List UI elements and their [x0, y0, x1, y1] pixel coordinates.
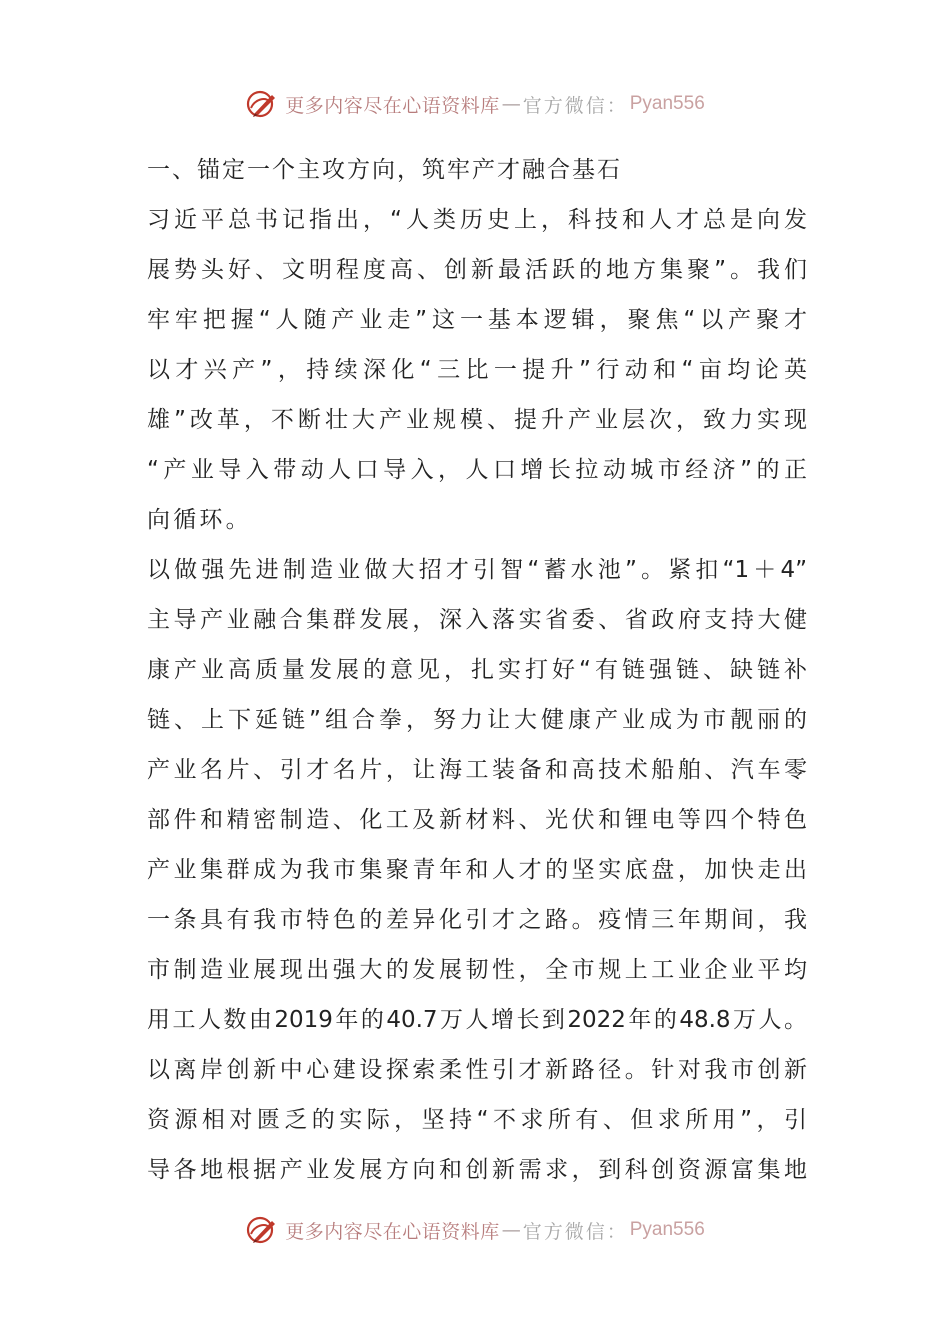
- paragraph-line: 市制造业展现出强大的发展韧性，全市规上工业企业平均: [147, 957, 807, 983]
- paragraph-line: 雄”改革，不断壮大产业规模、提升产业层次，致力实现: [147, 407, 807, 433]
- paragraph-line: 用工人数由2019年的40.7万人增长到2022年的48.8万人。: [147, 1007, 807, 1033]
- wechat-id: Pyan556: [629, 1219, 705, 1240]
- paragraph-line: “产业导入带动人口导入，人口增长拉动城市经济”的正: [147, 457, 807, 483]
- brand-name: 更多内容尽在心语资料库: [285, 94, 500, 117]
- paragraph-line: 产业集群成为我市集聚青年和人才的坚实底盘，加快走出: [147, 857, 807, 883]
- paragraph-line: 向循环。: [147, 507, 252, 533]
- footer-watermark-banner: [0, 1210, 950, 1250]
- paragraph-line: 产业名片、引才名片，让海工装备和高技术船舶、汽车零: [147, 757, 807, 783]
- paragraph-line: 导各地根据产业发展方向和创新需求，到科创资源富集地: [147, 1157, 807, 1183]
- paragraph-line: 链、上下延链”组合拳，努力让大健康产业成为市靓丽的: [147, 707, 807, 733]
- paragraph-line: 以离岸创新中心建设探索柔性引才新路径。针对我市创新: [147, 1057, 807, 1083]
- document-body: [147, 145, 807, 1195]
- pen-swirl-logo-icon: [245, 87, 279, 121]
- section-heading: 一、锚定一个主攻方向，筑牢产才融合基石: [147, 157, 622, 183]
- header-watermark-banner: [0, 84, 950, 124]
- brand-name: 更多内容尽在心语资料库: [285, 1220, 500, 1243]
- paragraph-line: 资源相对匮乏的实际，坚持“不求所有、但求所用”，引: [147, 1107, 807, 1133]
- paragraph-line: 牢牢把握“人随产业走”这一基本逻辑，聚焦“以产聚才: [147, 307, 807, 333]
- official-wechat-label: 官方微信：: [522, 1220, 628, 1243]
- official-wechat-label: 官方微信：: [522, 94, 628, 117]
- wechat-id: Pyan556: [629, 93, 705, 114]
- paragraph-line: 以才兴产”，持续深化“三比一提升”行动和“亩均论英: [147, 357, 807, 383]
- paragraph-line: 部件和精密制造、化工及新材料、光伏和锂电等四个特色: [147, 807, 807, 833]
- banner-dash: —: [501, 1219, 521, 1241]
- banner-dash: —: [501, 93, 521, 115]
- paragraph-line: 习近平总书记指出，“人类历史上，科技和人才总是向发: [147, 207, 807, 233]
- paragraph-line: 一条具有我市特色的差异化引才之路。疫情三年期间，我: [147, 907, 807, 933]
- paragraph-line: 以做强先进制造业做大招才引智“蓄水池”。紧扣“1＋4”: [147, 557, 807, 583]
- pen-swirl-logo-icon: [245, 1213, 279, 1247]
- paragraph-line: 康产业高质量发展的意见，扎实打好“有链强链、缺链补: [147, 657, 807, 683]
- paragraph-line: 展势头好、文明程度高、创新最活跃的地方集聚”。我们: [147, 257, 807, 283]
- paragraph-line: 主导产业融合集群发展，深入落实省委、省政府支持大健: [147, 607, 807, 633]
